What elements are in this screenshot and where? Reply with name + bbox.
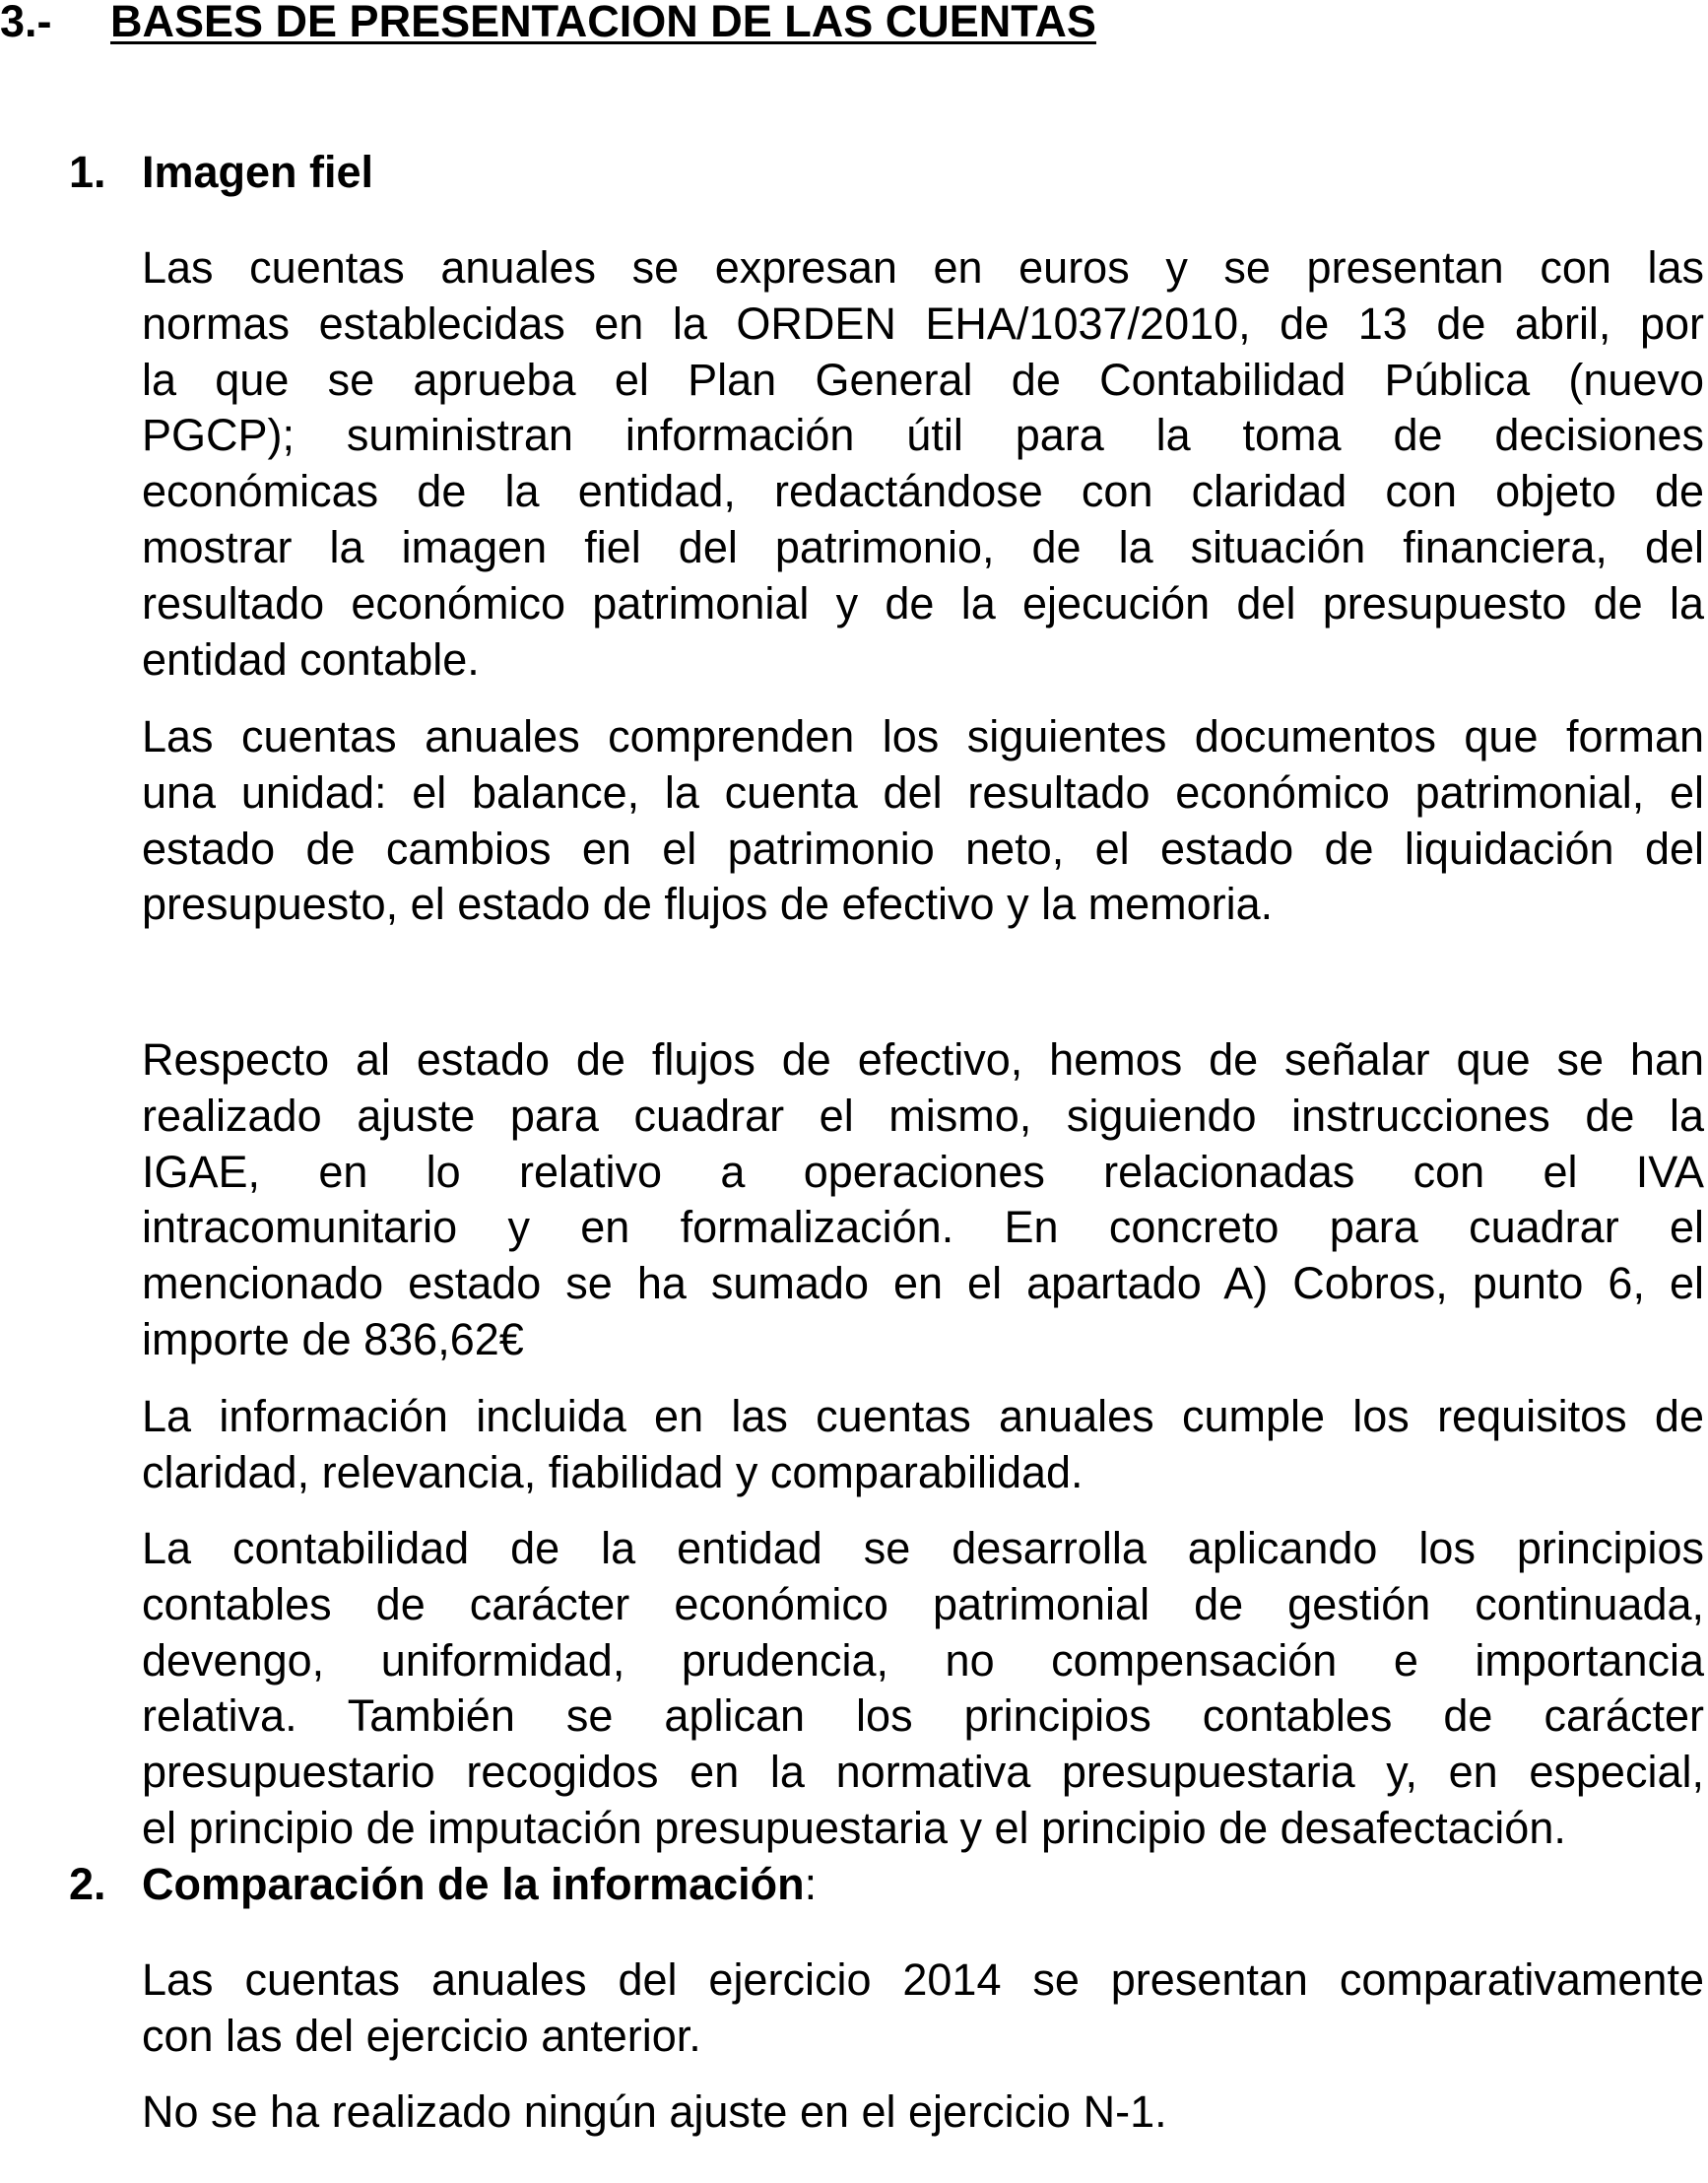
text-line: mencionado estado se ha sumado en el apartado A) Cobros, punto 6, el <box>142 1258 1704 1309</box>
item-number: 2. <box>69 1859 106 1909</box>
section-number: 3.- <box>0 0 52 46</box>
text-line: el principio de imputación presupuestaria y el principio de desafectación. <box>142 1802 1566 1853</box>
text-line: contables de carácter económico patrimonial de gestión continuada, <box>142 1578 1704 1629</box>
text-line: intracomunitario y en formalización. En concreto para cuadrar el <box>142 1202 1704 1253</box>
paragraph-documentos <box>142 709 1704 933</box>
text-line: La información incluida en las cuentas anuales cumple los requisitos de <box>142 1391 1704 1441</box>
item-heading-imagen-fiel <box>69 148 373 197</box>
text-line: normas establecidas en la ORDEN EHA/1037/2010, de 13 de abril, por <box>142 298 1704 349</box>
paragraph-imagen-fiel-intro <box>142 240 1704 688</box>
text-line: Las cuentas anuales comprenden los siguientes documentos que forman <box>142 711 1704 761</box>
text-line: entidad contable. <box>142 633 480 685</box>
text-line: importe de 836,62€ <box>142 1313 524 1364</box>
text-line: devengo, uniformidad, prudencia, no compensación e importancia <box>142 1634 1704 1686</box>
text-line: estado de cambios en el patrimonio neto, el estado de liquidación del <box>142 823 1704 874</box>
text-line: realizado ajuste para cuadrar el mismo, siguiendo instrucciones de la <box>142 1090 1704 1141</box>
section-heading <box>0 0 1096 46</box>
text-line: Las cuentas anuales se expresan en euros y se presentan con las <box>142 242 1704 293</box>
text-line: Las cuentas anuales del ejercicio 2014 se presentan comparativamente <box>142 1954 1704 2005</box>
paragraph-comparativa <box>142 1952 1704 2065</box>
text-line: No se ha realizado ningún ajuste en el ejercicio N-1. <box>142 2086 1167 2137</box>
item-number: 1. <box>69 147 106 197</box>
text-line: mostrar la imagen fiel del patrimonio, de la situación financiera, del <box>142 521 1704 572</box>
text-line: presupuesto, el estado de flujos de efectivo y la memoria. <box>142 879 1274 930</box>
text-line: IGAE, en lo relativo a operaciones relacionadas con el IVA <box>142 1146 1704 1197</box>
item-title: Comparación de la información <box>142 1859 805 1909</box>
paragraph-principios <box>142 1521 1704 1857</box>
text-line: La contabilidad de la entidad se desarrolla aplicando los principios <box>142 1523 1704 1573</box>
paragraph-flujos-efectivo <box>142 1032 1704 1368</box>
paragraph-ajuste <box>142 2084 1704 2141</box>
paragraph-requisitos <box>142 1389 1704 1501</box>
section-title: BASES DE PRESENTACION DE LAS CUENTAS <box>110 0 1096 46</box>
text-line: económicas de la entidad, redactándose con claridad con objeto de <box>142 466 1704 517</box>
text-line: relativa. También se aplican los principios contables de carácter <box>142 1690 1704 1742</box>
text-line: presupuestario recogidos en la normativa presupuestaria y, en especial, <box>142 1747 1704 1798</box>
text-line: una unidad: el balance, la cuenta del resultado económico patrimonial, el <box>142 766 1704 818</box>
text-line: Respecto al estado de flujos de efectivo, hemos de señalar que se han <box>142 1034 1704 1085</box>
item-title-suffix: : <box>804 1859 818 1909</box>
text-line: PGCP); suministran información útil para la toma de decisiones <box>142 410 1704 461</box>
text-line: la que se aprueba el Plan General de Contabilidad Pública (nuevo <box>142 354 1704 405</box>
item-heading-comparacion <box>69 1860 817 1909</box>
item-title: Imagen fiel <box>142 147 374 197</box>
text-line: resultado económico patrimonial y de la ejecución del presupuesto de la <box>142 577 1704 628</box>
text-line: con las del ejercicio anterior. <box>142 2010 701 2061</box>
text-line: claridad, relevancia, fiabilidad y comparabilidad. <box>142 1446 1084 1497</box>
